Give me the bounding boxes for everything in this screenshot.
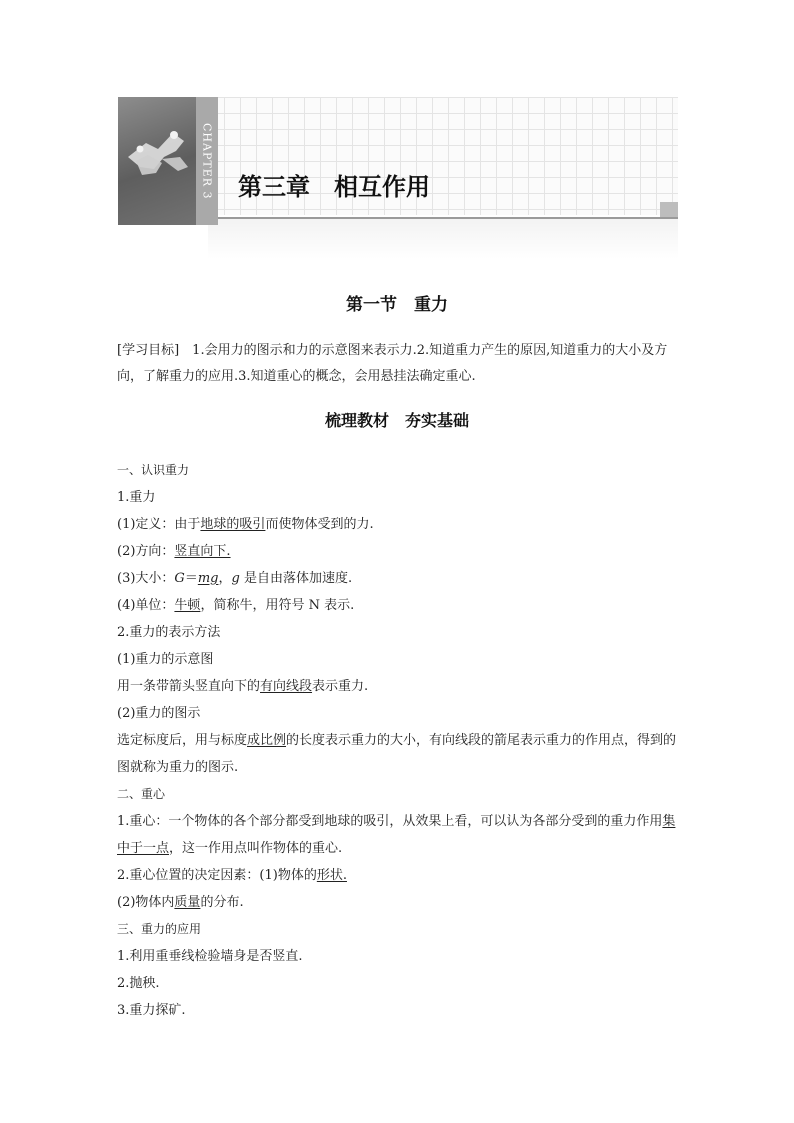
item-figure-text <box>117 727 679 781</box>
answer-underlined: 地球的吸引 <box>200 517 266 532</box>
answer-underlined: 有向线段 <box>260 679 313 694</box>
item-application-3: 3.重力探矿. <box>117 1003 186 1018</box>
answer-underlined: 竖直向下. <box>174 544 231 559</box>
heading-gravity: 一、认识重力 <box>117 463 190 477</box>
answer-underlined: 集中于一点 <box>117 814 676 856</box>
text: 而使物体受到的力. <box>265 517 374 532</box>
item-center-factors <box>117 862 679 889</box>
text: 是自由落体加速度. <box>243 571 353 586</box>
text: (2)物体内 <box>117 895 175 910</box>
objectives-text: 1.会用力的图示和力的示意图来表示力.2.知道重力产生的原因,知道重力的大小及方向，了解重力的应用.3.知道重心的概念，会用悬挂法确定重心. <box>117 343 668 384</box>
skydivers-illustration-icon <box>118 97 196 225</box>
banner-corner-block <box>660 202 678 217</box>
symbol-g: g <box>231 571 240 586</box>
text: 2.重心位置的决定因素：(1)物体的 <box>117 868 317 883</box>
text: 表示重力. <box>312 679 369 694</box>
item-unit <box>117 592 679 619</box>
learning-objectives <box>117 338 679 390</box>
text: 用一条带箭头竖直向下的 <box>117 679 261 694</box>
item-gravity-title: 1.重力 <box>117 490 156 505</box>
item-figure-title: (2)重力的图示 <box>117 706 201 721</box>
answer-underlined: 质量 <box>174 895 201 910</box>
heading-applications: 三、重力的应用 <box>117 922 202 936</box>
chapter-title: 第三章 相互作用 <box>238 173 430 201</box>
skydivers-photo <box>118 97 196 225</box>
text: (1)定义：由于 <box>117 517 201 532</box>
section-title: 第一节 重力 <box>346 295 448 315</box>
item-schematic-text <box>117 673 679 700</box>
chapter-banner <box>118 97 678 257</box>
main-content <box>117 457 679 1024</box>
text: 1.重心：一个物体的各个部分都受到地球的吸引，从效果上看，可以认为各部分受到的重力作用 <box>117 814 663 829</box>
banner-rule <box>218 217 678 219</box>
item-center-definition <box>117 808 679 862</box>
text: ，这一作用点叫作物体的重心. <box>169 841 343 856</box>
banner-grid-fade <box>208 219 678 259</box>
text: (4)单位： <box>117 598 175 613</box>
text: ，简称牛，用符号 N 表示. <box>200 598 355 613</box>
text: (3)大小： <box>117 571 175 586</box>
item-mass-distribution <box>117 889 679 916</box>
chapter-vertical-text: CHAPTER 3 <box>200 122 214 200</box>
text: 的长度表示重力的大小，有向线段的箭尾表示重力的作用点，得到的图就称为重力的图示. <box>117 733 677 775</box>
answer-underlined: mg <box>197 571 219 586</box>
item-application-1: 1.利用重垂线检验墙身是否竖直. <box>117 949 303 964</box>
item-direction <box>117 538 679 565</box>
item-application-2: 2.抛秧. <box>117 976 160 991</box>
text: (2)方向： <box>117 544 175 559</box>
text: 的分布. <box>200 895 244 910</box>
item-representation-title: 2.重力的表示方法 <box>117 625 221 640</box>
symbol-G: G <box>174 571 185 586</box>
objectives-label: [学习目标] <box>117 343 180 358</box>
text: 选定标度后，用与标度 <box>117 733 248 748</box>
chapter-vertical-label <box>196 97 218 225</box>
item-definition <box>117 511 679 538</box>
item-magnitude: (3)大小：G＝mg，g 是自由落体加速度. <box>117 571 353 586</box>
heading-center-of-gravity: 二、重心 <box>117 787 166 801</box>
answer-underlined: 形状. <box>316 868 347 883</box>
answer-underlined: 成比例 <box>247 733 287 748</box>
answer-underlined: 牛顿 <box>174 598 201 613</box>
equals-sign: ＝ <box>184 571 198 586</box>
sub-title: 梳理教材 夯实基础 <box>324 411 469 430</box>
item-schematic-title: (1)重力的示意图 <box>117 652 214 667</box>
